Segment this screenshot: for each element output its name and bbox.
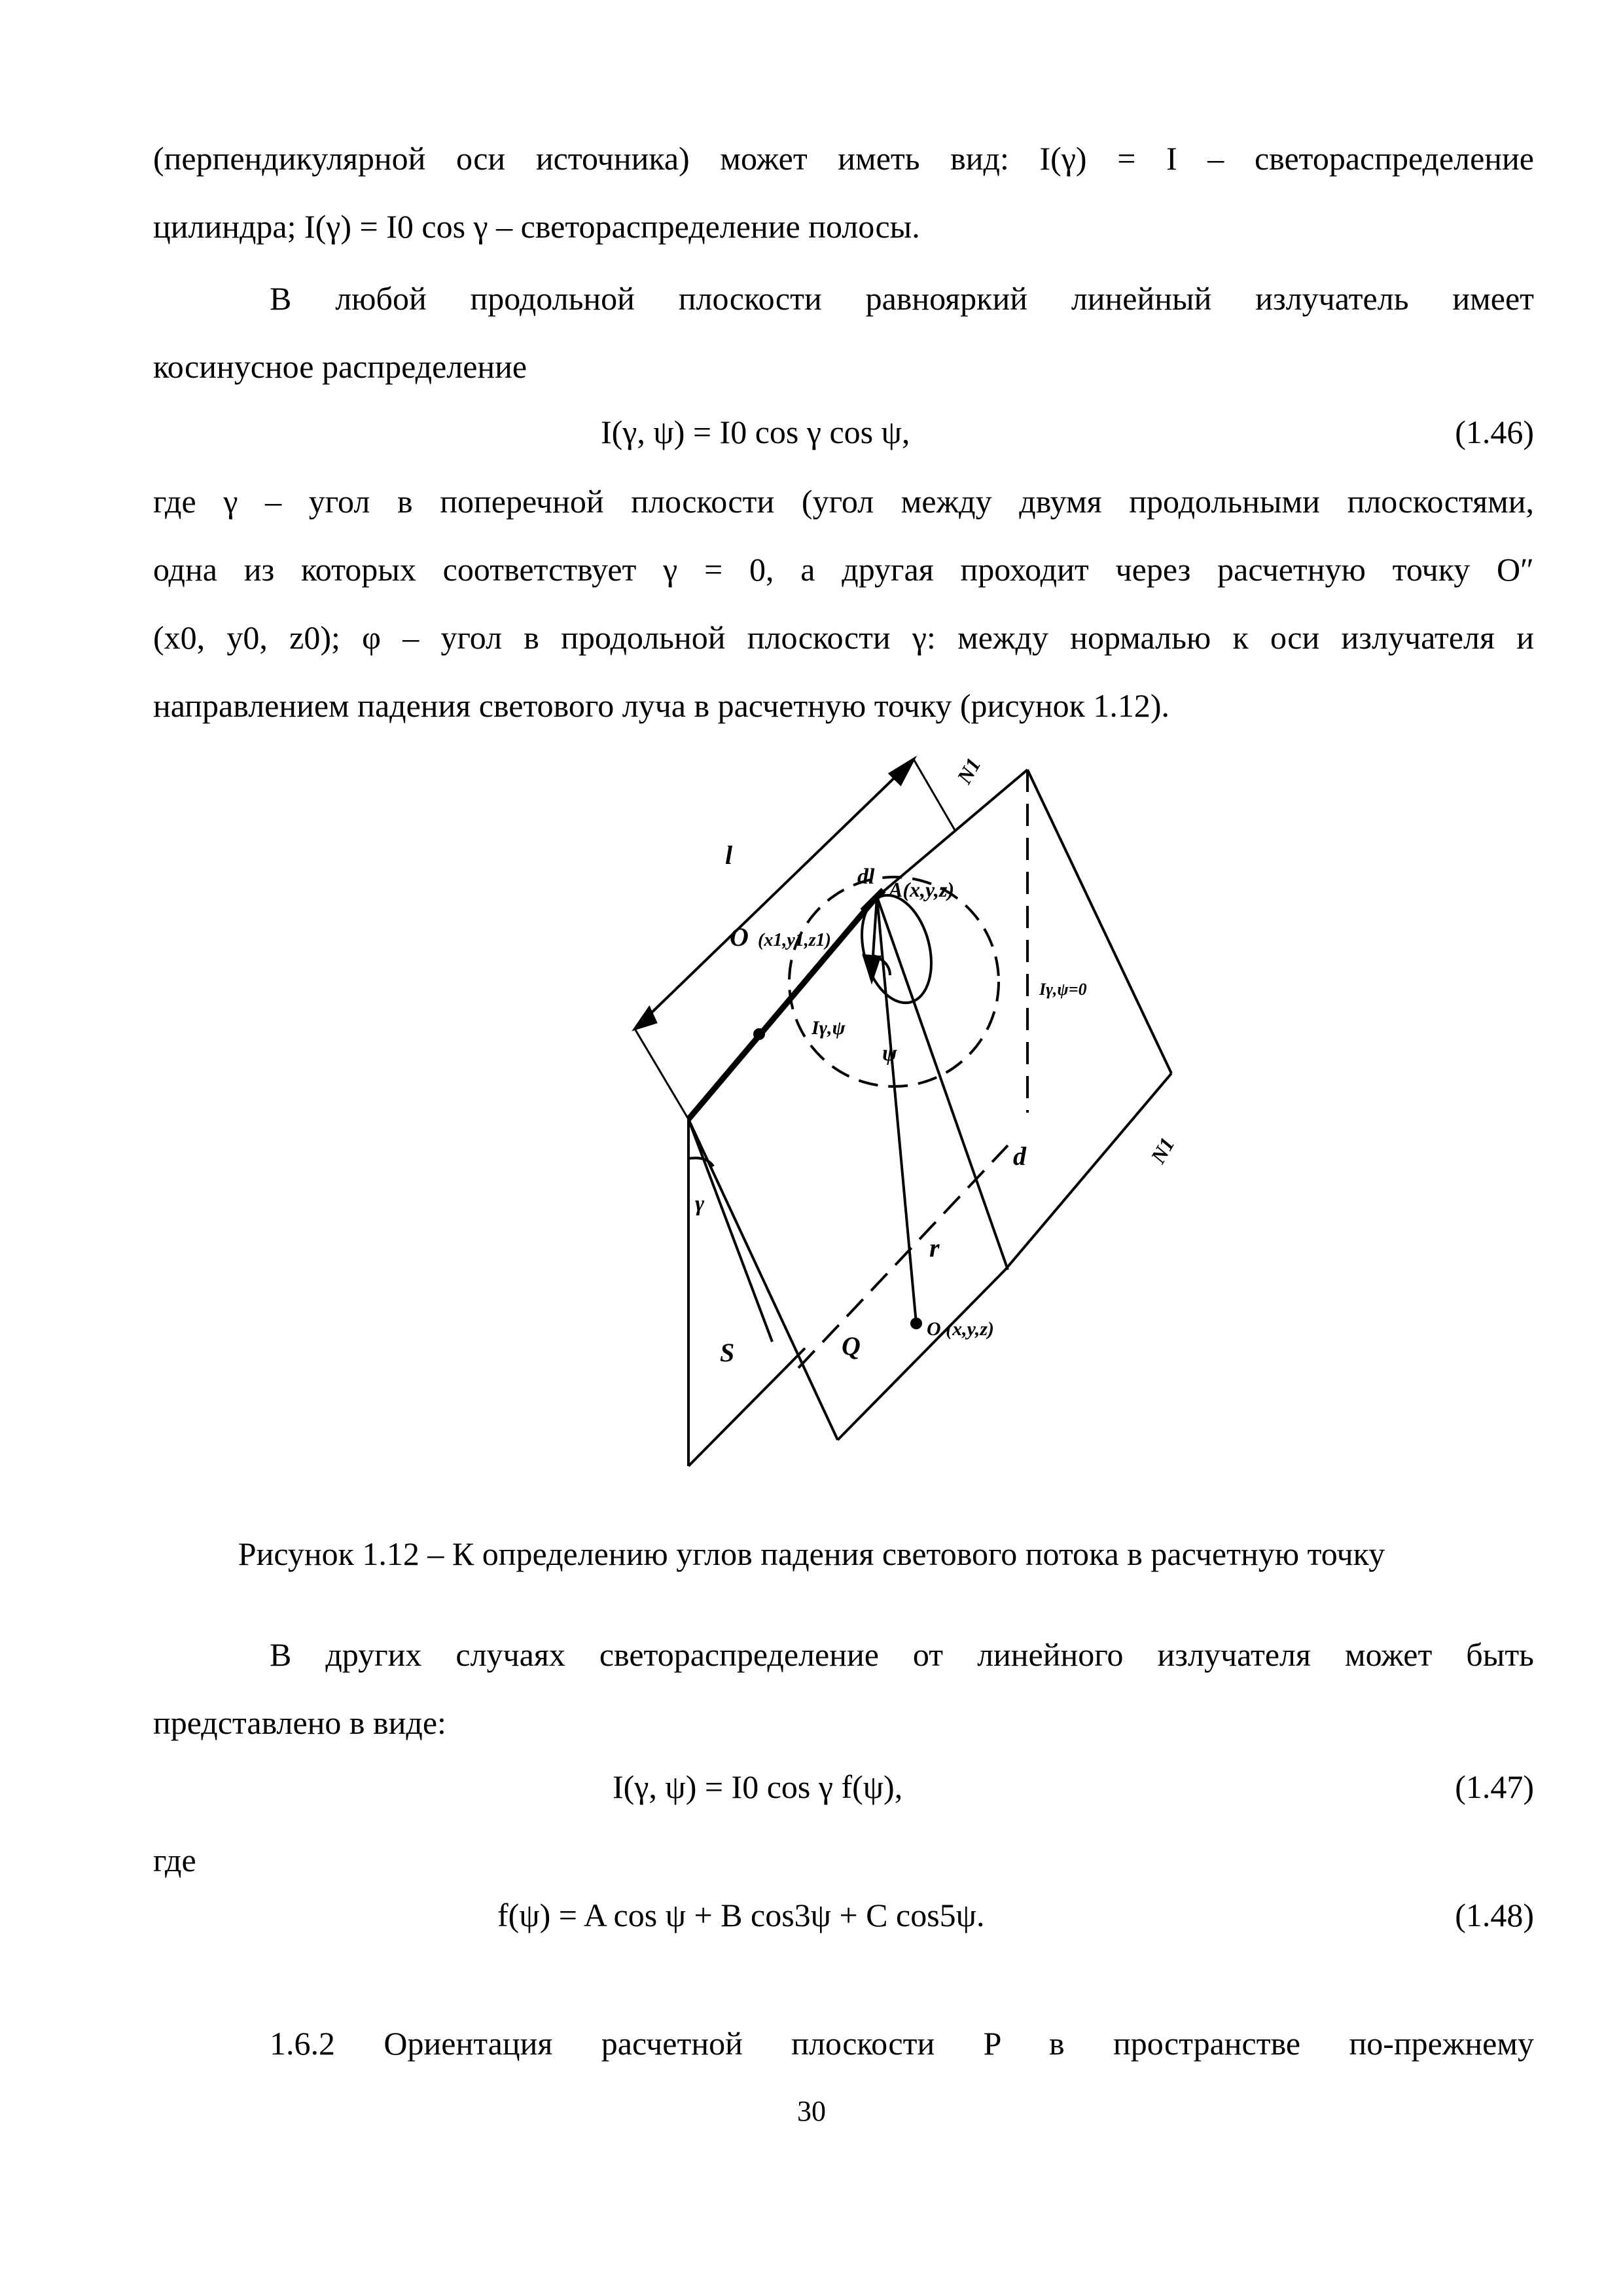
plane-q-bottom xyxy=(838,1270,1005,1440)
ray-d xyxy=(877,897,1008,1270)
equation-number-1-46 xyxy=(1455,412,1534,452)
equation-number: (1.48) xyxy=(1455,1897,1534,1933)
figure-diagram xyxy=(615,753,1179,1499)
equation-text: I(γ, ψ) = I0 cos γ cos ψ, xyxy=(601,414,910,450)
point-o-bottom xyxy=(912,1319,921,1328)
text: косинусное распределение xyxy=(153,348,527,385)
paragraph-5-line-1 xyxy=(153,2009,1534,2077)
text: В любой продольной плоскости равнояркий линейный излучатель имеет xyxy=(270,280,1534,317)
where-word xyxy=(153,1826,1534,1894)
equation-text: f(ψ) = A cos ψ + B cos3ψ + C cos5ψ. xyxy=(497,1897,985,1933)
equation-number: (1.46) xyxy=(1455,414,1534,450)
paragraph-2-line-1 xyxy=(153,264,1534,332)
label-a: A(x,y,z) xyxy=(889,878,955,901)
text: представлено в виде: xyxy=(153,1704,446,1741)
dimension-l-tick-left xyxy=(635,1029,688,1119)
label-s: S xyxy=(720,1338,735,1367)
text: цилиндра; I(γ) = I0 cos γ – светораспределение полосы. xyxy=(153,208,920,245)
label-o-bottom: O (x,y,z) xyxy=(927,1318,995,1340)
paragraph-2-line-2 xyxy=(153,332,1534,401)
label-n1-top: N1 xyxy=(952,753,986,788)
dimension-l-tick-right xyxy=(914,759,955,831)
equation-1-48 xyxy=(497,1895,984,1935)
arrow-ray xyxy=(864,956,880,980)
text: где xyxy=(153,1842,196,1878)
equation-number-1-48 xyxy=(1455,1895,1534,1935)
label-o-top-coords: (x1,y1,z1) xyxy=(758,930,831,950)
label-i-gamma-psi0: Iγ,ψ=0 xyxy=(1039,980,1087,999)
paragraph-1-line-2 xyxy=(153,192,1534,260)
label-psi: ψ xyxy=(882,1041,897,1066)
label-n1-bottom: N1 xyxy=(1145,1133,1179,1168)
equation-text: I(γ, ψ) = I0 cos γ f(ψ), xyxy=(613,1768,903,1805)
page-number xyxy=(0,2094,1623,2128)
paragraph-3-line-4 xyxy=(153,672,1534,740)
plane-s-bottom-link xyxy=(688,1119,772,1342)
label-gamma: γ xyxy=(695,1192,705,1216)
point-o-top xyxy=(755,1030,764,1039)
paragraph-3-line-2 xyxy=(153,535,1534,603)
equation-1-46 xyxy=(601,412,910,452)
figure-caption xyxy=(0,1534,1623,1573)
plane-s-diagonal xyxy=(688,1348,805,1466)
label-d: d xyxy=(1013,1141,1026,1171)
label-l: l xyxy=(725,840,733,870)
label-o-top: O xyxy=(730,922,749,952)
paragraph-3-line-3 xyxy=(153,603,1534,672)
equation-1-47 xyxy=(613,1767,902,1806)
text: направлением падения светового луча в расчетную точку (рисунок 1.12). xyxy=(153,687,1170,724)
text: В других случаях светораспределение от линейного излучателя может быть xyxy=(270,1636,1534,1673)
text: 1.6.2 Ориентация расчетной плоскости P в пространстве по-прежнему xyxy=(270,2025,1534,2062)
text: (x0, y0, z0); φ – угол в продольной плоскости γ: между нормалью к оси излучателя и xyxy=(153,619,1534,656)
label-dl: dl xyxy=(857,865,875,889)
plane-q-lower xyxy=(1005,1073,1171,1270)
text: где γ – угол в поперечной плоскости (угол между двумя продольными плоскостями, xyxy=(153,483,1534,520)
label-q: Q xyxy=(842,1331,861,1361)
paragraph-1-line-1 xyxy=(153,124,1534,192)
paragraph-3-line-1 xyxy=(153,467,1534,535)
equation-number: (1.47) xyxy=(1455,1768,1534,1805)
label-r: r xyxy=(929,1233,940,1263)
paragraph-4-line-1 xyxy=(153,1621,1534,1689)
figure-1-12 xyxy=(615,753,1179,1499)
label-i-gamma-psi: Iγ,ψ xyxy=(812,1017,846,1039)
dimension-l-line xyxy=(635,759,914,1029)
text: одна из которых соответствует γ = 0, а другая проходит через расчетную точку O″ xyxy=(153,551,1534,588)
caption-text: Рисунок 1.12 – К определению углов падения светового потока в расчетную точку xyxy=(238,1535,1385,1572)
page-number-text: 30 xyxy=(797,2095,826,2127)
paragraph-4-line-2 xyxy=(153,1689,1534,1757)
text: (перпендикулярной оси источника) может иметь вид: I(γ) = I – светораспределение xyxy=(153,140,1534,177)
plane-q-right xyxy=(1027,770,1171,1073)
equation-number-1-47 xyxy=(1455,1767,1534,1806)
